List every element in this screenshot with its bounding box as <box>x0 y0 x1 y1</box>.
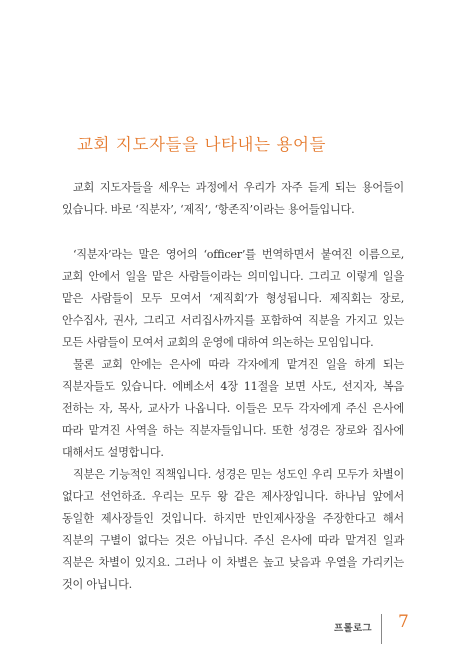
running-footer-label: 프롤로그 <box>334 623 372 634</box>
footer-divider <box>381 614 382 644</box>
body-paragraph-1: ‘직분자’라는 말은 영어의 ‘officer’를 번역하면서 붙여진 이름으로, 교회 안에서 일을 맡은 사람들이라는 의미입니다. 그리고 이렇게 일을 맡은 사람들이 모두 모여서 ‘제직회’가 형성됩니다. 제직회는 장로, 안수집사, 권사, 그리고 서리집사까지를 포함하여 직분을 가지고 있는 모든 사람들이 모여서 교회의 운영에 대하여 의논하는 모임입니다. <box>62 248 404 349</box>
intro-paragraph: 교회 지도자들을 세우는 과정에서 우리가 자주 듣게 되는 용어들이 있습니다. 바로 ‘직분자’, ‘제직’, ‘항존직’이라는 용어들입니다. <box>62 181 404 216</box>
body-block <box>62 244 404 596</box>
body-paragraph-3: 직분은 기능적인 직책입니다. 성경은 믿는 성도인 우리 모두가 차별이 없다고 선언하죠. 우리는 모두 왕 같은 제사장입니다. 하나님 앞에서 동일한 제사장들인 것입니다. 하지만 만인제사장을 주장한다고 해서 직분의 구별이 없다는 것은 아닙니다. 주신 은사에 따라 맡겨진 일과 직분은 차별이 있지요. 그러나 이 차별은 높고 낮음과 우열을 가리키는 것이 아닙니다. <box>62 468 404 591</box>
body-paragraph-2: 물론 교회 안에는 은사에 따라 각자에게 맡겨진 일을 하게 되는 직분자들도 있습니다. 에베소서 4장 11절을 보면 사도, 선지자, 복음 전하는 자, 목사, 교사가 나옵니다. 이들은 모두 각자에게 주신 은사에 따라 맡겨진 사역을 하는 직분자들입니다. 또한 성경은 장로와 집사에 대해서도 설명합니다. <box>62 358 404 459</box>
intro-block <box>62 177 404 221</box>
page-number: 7 <box>398 612 409 632</box>
section-title: 교회 지도자들을 나타내는 용어들 <box>77 135 327 154</box>
